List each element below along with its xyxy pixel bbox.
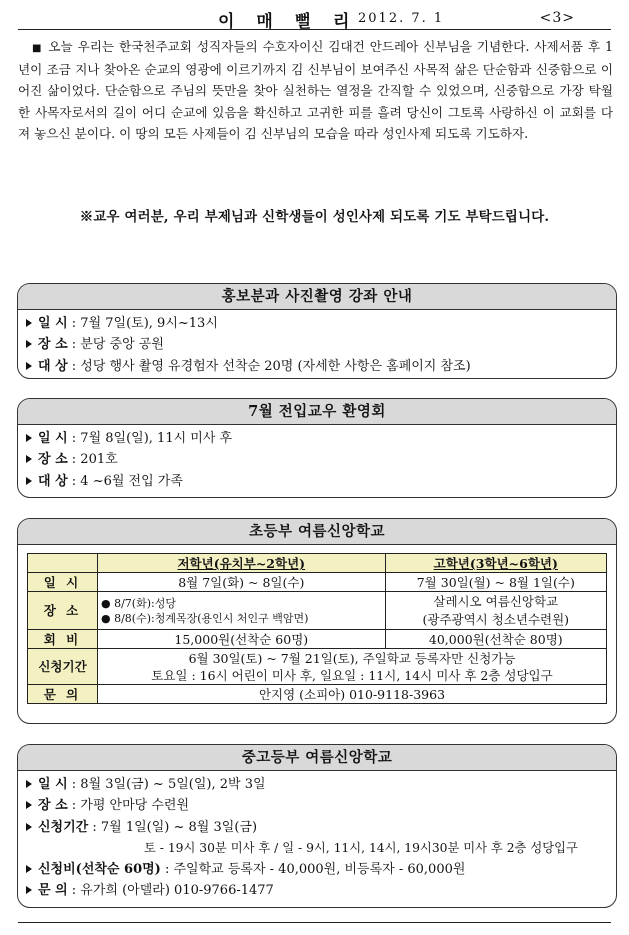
intro-paragraph xyxy=(18,36,613,144)
photo-class-notice xyxy=(17,283,617,379)
triangle-bullet-icon xyxy=(26,319,32,327)
triangle-bullet-icon xyxy=(26,823,32,831)
notice-title: 홍보분과 사진촬영 강좌 안내 xyxy=(18,284,616,310)
notice-row-place xyxy=(26,795,608,816)
footer-divider xyxy=(18,922,611,923)
page-number: <3> xyxy=(539,10,575,26)
youth-summer-school-notice xyxy=(17,744,617,908)
notice-row-contact xyxy=(26,880,608,901)
notice-row-target xyxy=(26,356,608,377)
period-line: 6월 30일(토) ~ 7월 21일(토), 주일학교 등록자만 신청가능 xyxy=(188,650,516,666)
notice-title: 중고등부 여름신앙학교 xyxy=(18,745,616,771)
notice-row-period-detail xyxy=(26,838,608,859)
place-line: ● 8/7(화):성당 xyxy=(101,596,176,610)
triangle-bullet-icon xyxy=(26,477,32,485)
row-value: : 7월 1일(일) ~ 8월 3일(금) xyxy=(88,819,258,835)
row-key: 대 상 xyxy=(38,358,68,374)
place-line: ● 8/8(수):청계목장(용인시 처인구 백암면) xyxy=(101,611,309,625)
notice-row-target xyxy=(26,471,608,492)
triangle-bullet-icon xyxy=(26,434,32,442)
col-upper-grades xyxy=(385,554,606,573)
summer-school-table xyxy=(27,553,607,704)
row-key: 일 시 xyxy=(38,431,68,446)
triangle-bullet-icon xyxy=(26,886,32,894)
table-header-row xyxy=(28,554,607,573)
row-value: : 유가희 (아델라) 010-9766-1477 xyxy=(67,883,274,899)
row-label: 문 의 xyxy=(28,685,98,704)
bulletin-title: 이 매 뻘 리 xyxy=(218,12,358,32)
cell-fee-lower: 15,000원(선착순 60명) xyxy=(98,630,386,649)
cell-date-lower: 8월 7일(화) ~ 8일(수) xyxy=(98,573,386,592)
col-lower-grades xyxy=(98,554,386,573)
row-value: : 201호 xyxy=(67,452,118,468)
place-line: 살레시오 여름신앙학교 xyxy=(433,593,559,609)
table-corner-cell xyxy=(28,554,98,573)
row-value: : 4 ~6월 전입 가족 xyxy=(67,473,183,489)
row-label: 회 비 xyxy=(28,630,98,649)
row-label: 신청기간 xyxy=(28,649,98,685)
row-value: : 분당 중앙 공원 xyxy=(67,337,164,353)
row-key: 장 소 xyxy=(38,798,68,814)
notice-row-date xyxy=(26,774,608,795)
notice-title: 7월 전입교우 환영회 xyxy=(18,399,616,425)
notice-row-place xyxy=(26,334,608,355)
table-row-place xyxy=(28,592,607,630)
row-key: 대 상 xyxy=(38,473,68,489)
row-key: 신청비(선착순 60명) xyxy=(38,862,161,878)
cell-fee-upper: 40,000원(선착순 80명) xyxy=(385,630,606,649)
triangle-bullet-icon xyxy=(26,455,32,463)
col-upper-label: 고학년(3학년~6학년) xyxy=(433,556,558,571)
cell-place-upper xyxy=(385,592,606,630)
triangle-bullet-icon xyxy=(26,865,32,873)
table-row-fee xyxy=(28,630,607,649)
notice-row-fee xyxy=(26,859,608,880)
notice-row-date xyxy=(26,428,608,449)
cell-contact: 안지영 (소피아) 010-9118-3963 xyxy=(98,685,607,704)
intro-text: 오늘 우리는 한국천주교회 성직자들의 수호자이신 김대건 안드레아 신부님을 기념한다. 사제서품 후 1년이 조금 지나 찾아온 순교의 영광에 이르기까지 김 신부님이 보여주신 사목적 삶은 단순함과 신중함으로 이어진 삶이었다. 단순함으로 주님의 뜻만을 찾아 실천하는 열정을 간직할 수 있었으며, 신중함으로 가장 탁월한 사목자로서의 길이 어디 순교에 있음을 확신하고 고귀한 피를 흘려 당신이 그토록 사랑하신 이 교회를 다져 놓으신 분이다. 이 땅의 모든 사제들이 김 신부님의 모습을 따라 성인사제 되도록 기도하자. xyxy=(18,39,613,141)
square-bullet-icon: ■ xyxy=(32,43,43,54)
row-value: : 8월 3일(금) ~ 5일(일), 2박 3일 xyxy=(67,777,266,792)
cell-date-upper: 7월 30일(월) ~ 8월 1일(수) xyxy=(385,573,606,592)
table-row-contact xyxy=(28,685,607,704)
triangle-bullet-icon xyxy=(26,780,32,788)
notice-title: 초등부 여름신앙학교 xyxy=(18,519,616,545)
row-label: 장 소 xyxy=(28,592,98,630)
row-key: 장 소 xyxy=(38,337,68,353)
row-label: 일 시 xyxy=(28,573,98,592)
bulletin-date: 2012. 7. 1 xyxy=(358,11,445,26)
prayer-request: ※교우 여러분, 우리 부제님과 신학생들이 성인사제 되도록 기도 부탁드립니다. xyxy=(79,209,550,225)
period-line: 토요일 : 16시 어린이 미사 후, 일요일 : 11시, 14시 미사 후 2층 성당입구 xyxy=(151,667,553,683)
notice-row-place xyxy=(26,449,608,470)
col-lower-label: 저학년(유치부~2학년) xyxy=(177,556,306,571)
row-value: : 7월 8일(일), 11시 미사 후 xyxy=(67,431,233,446)
table-row-date xyxy=(28,573,607,592)
row-key: 장 소 xyxy=(38,452,68,468)
row-value: : 가평 안마당 수련원 xyxy=(67,798,190,814)
place-line: (광주광역시 청소년수련원) xyxy=(422,611,570,627)
welcome-party-notice xyxy=(17,398,617,498)
triangle-bullet-icon xyxy=(26,340,32,348)
row-key: 일 시 xyxy=(38,316,68,331)
notice-row-period xyxy=(26,817,608,838)
cell-place-lower xyxy=(98,592,386,630)
triangle-bullet-icon xyxy=(26,362,32,370)
table-row-period xyxy=(28,649,607,685)
row-value: : 성당 행사 촬영 유경험자 선착순 20명 (자세한 사항은 홈페이지 참조) xyxy=(67,358,471,374)
triangle-bullet-icon xyxy=(26,801,32,809)
row-value: : 주일학교 등록자 - 40,000원, 비등록자 - 60,000원 xyxy=(160,862,466,878)
row-key: 문 의 xyxy=(38,883,68,899)
elementary-summer-school-notice xyxy=(17,518,617,724)
row-value: 토 - 19시 30분 미사 후 / 일 - 9시, 11시, 14시, 19시30분 미사 후 2층 성당입구 xyxy=(144,840,578,855)
page-header xyxy=(18,4,611,30)
cell-period xyxy=(98,649,607,685)
row-key: 일 시 xyxy=(38,777,68,792)
row-value: : 7월 7일(토), 9시~13시 xyxy=(67,316,218,331)
notice-row-date xyxy=(26,313,608,334)
row-key: 신청기간 xyxy=(38,819,89,835)
